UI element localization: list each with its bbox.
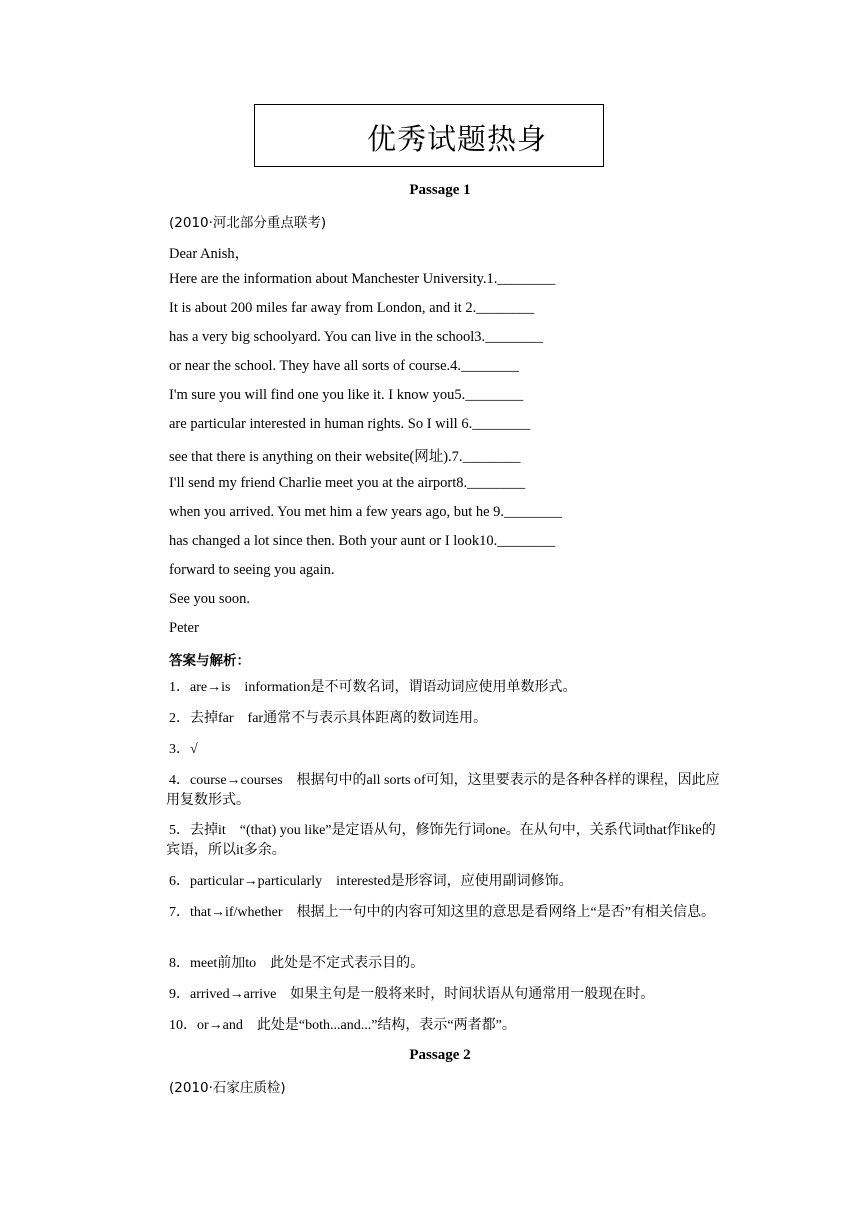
letter-line: Here are the information about Manchester University.1.________ bbox=[169, 271, 556, 287]
letter-line: see that there is anything on their website(网址).7.________ bbox=[169, 449, 521, 465]
letter-line: See you soon. bbox=[169, 591, 250, 607]
answer-item: 9．arrived→arrive 如果主句是一般将来时，时间状语从句通常用一般现在时。 bbox=[169, 987, 655, 1002]
letter-line: are particular interested in human rights. So I will 6.________ bbox=[169, 416, 531, 432]
letter-line: forward to seeing you again. bbox=[169, 562, 335, 578]
passage-1-heading: Passage 1 bbox=[409, 182, 471, 198]
letter-line: It is about 200 miles far away from London, and it 2.________ bbox=[169, 300, 535, 316]
answer-item: 3．√ bbox=[169, 742, 198, 757]
answer-item: 4．course→courses 根据句中的all sorts of可知，这里要表示的是各种各样的课程，因此应用复数形式。 bbox=[166, 773, 720, 808]
letter-line: has a very big schoolyard. You can live in the school3.________ bbox=[169, 329, 544, 345]
passage-2-source: (2010·石家庄质检) bbox=[169, 1080, 286, 1096]
letter-line: when you arrived. You met him a few years ago, but he 9.________ bbox=[169, 504, 563, 520]
letter-line: has changed a lot since then. Both your aunt or I look10.________ bbox=[169, 533, 556, 549]
answer-item: 7．that→if/whether 根据上一句中的内容可知这里的意思是看网络上“是否”有相关信息。 bbox=[169, 905, 715, 920]
letter-line: I'm sure you will find one you like it. I know you5.________ bbox=[169, 387, 524, 403]
page-title: 优秀试题热身 bbox=[367, 122, 548, 156]
letter-line: I'll send my friend Charlie meet you at the airport8.________ bbox=[169, 475, 526, 491]
passage-1-source: (2010·河北部分重点联考) bbox=[169, 215, 327, 231]
answer-item: 1．are→is information是不可数名词，谓语动词应使用单数形式。 bbox=[169, 680, 577, 695]
answer-item: 8．meet前加to 此处是不定式表示目的。 bbox=[169, 956, 425, 971]
letter-line: Dear Anish， bbox=[169, 246, 250, 262]
passage-2-heading: Passage 2 bbox=[409, 1047, 471, 1063]
answers-heading: 答案与解析： bbox=[169, 653, 250, 669]
answer-item: 2．去掉far far通常不与表示具体距离的数词连用。 bbox=[169, 711, 488, 726]
letter-line: Peter bbox=[169, 620, 199, 636]
title-box bbox=[254, 104, 604, 167]
answer-item: 6．particular→particularly interested是形容词，应使用副词修饰。 bbox=[169, 874, 573, 889]
answer-item: 10．or→and 此处是“both...and...”结构，表示“两者都”。 bbox=[169, 1018, 516, 1033]
answer-item: 5．去掉it “(that) you like”是定语从句，修饰先行词one。在从句中，关系代词that作like的宾语，所以it多余。 bbox=[166, 823, 716, 858]
letter-line: or near the school. They have all sorts of course.4.________ bbox=[169, 358, 520, 374]
